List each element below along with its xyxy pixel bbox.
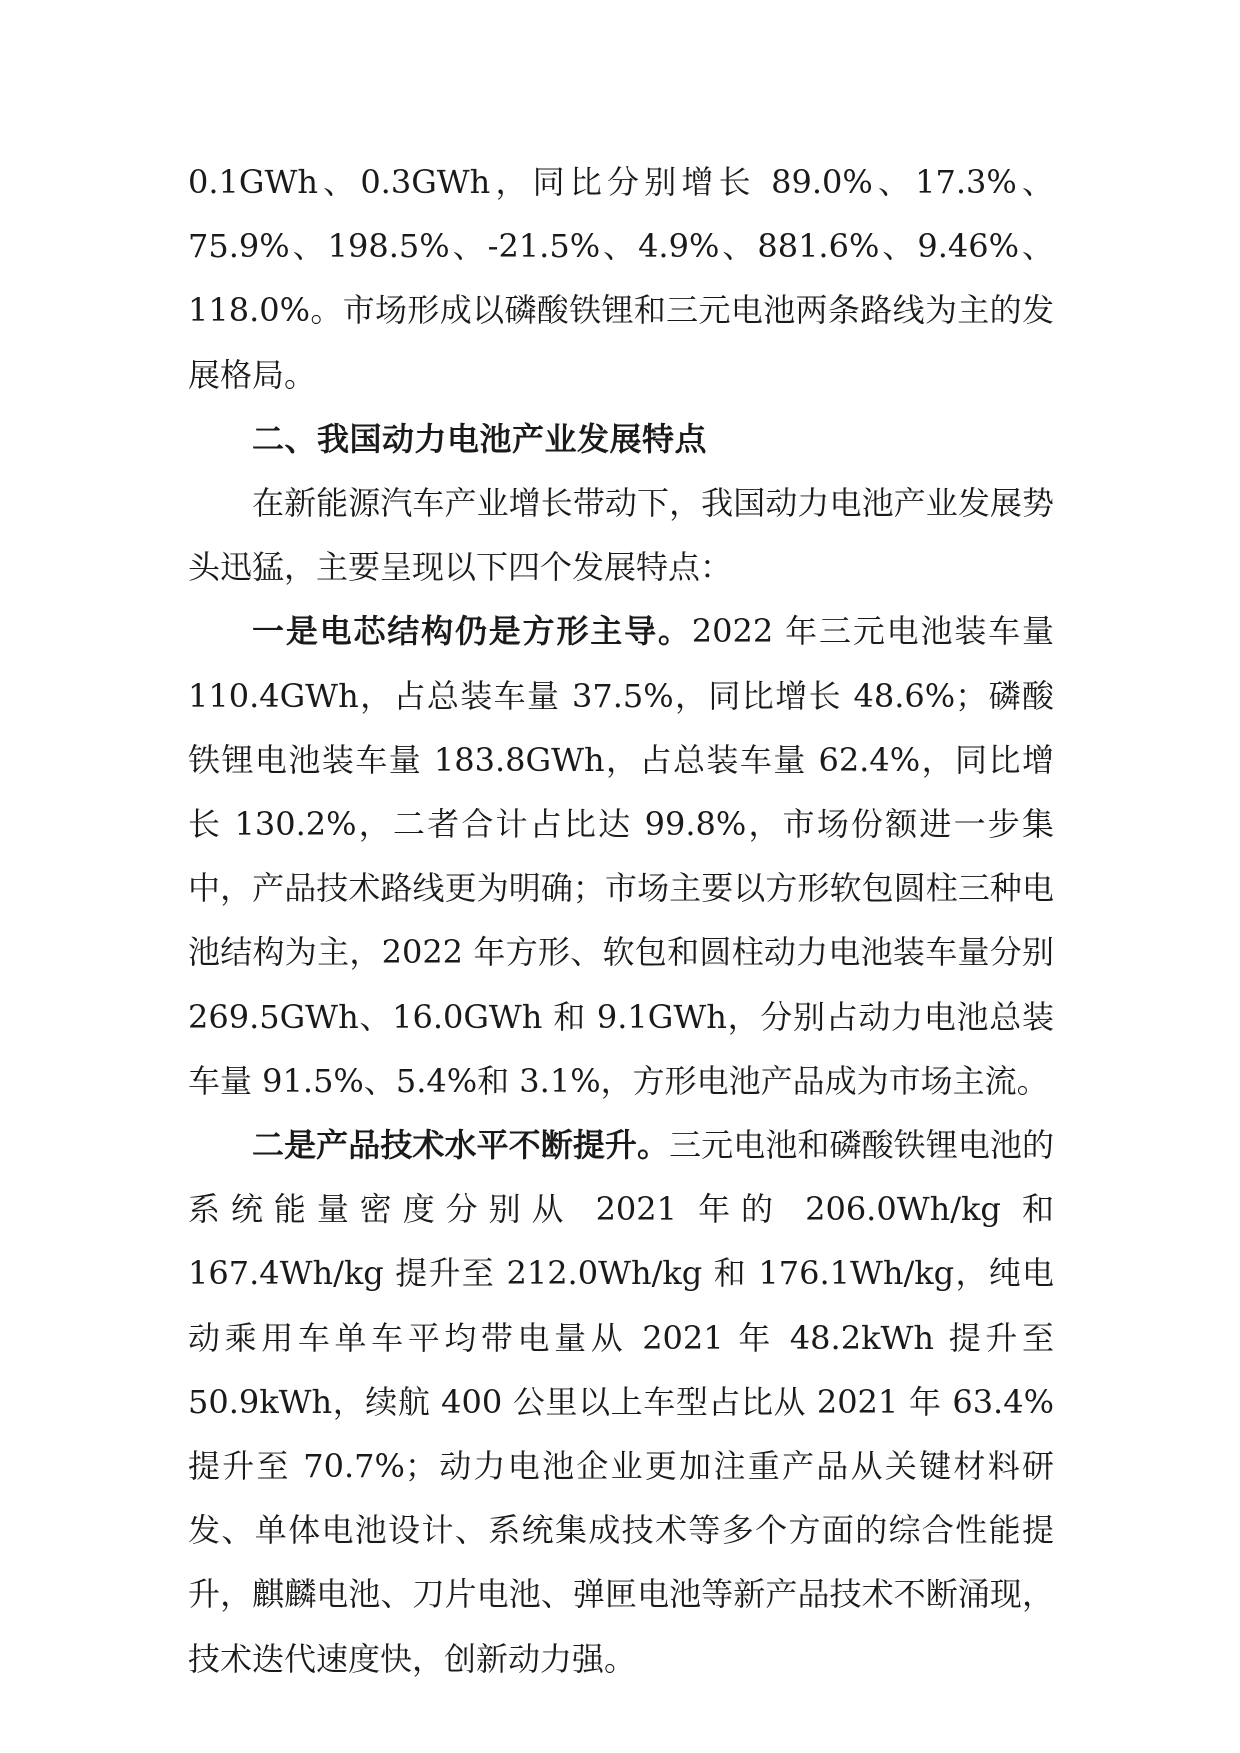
point-one-lead: 一是电芯结构仍是方形主导。 bbox=[252, 612, 692, 651]
point-two-lead: 二是产品技术水平不断提升。 bbox=[252, 1126, 670, 1165]
document-body bbox=[188, 150, 1054, 1691]
point-two-text: 三元电池和磷酸铁锂电池的系统能量密度分别从 2021 年的 206.0Wh/kg 和 167.4Wh/kg 提升至 212.0Wh/kg 和 176.1Wh/kg，纯电动乘用车单车平均带电量从 2021 年 48.2kWh 提升至 50.9kWh，续航 400 公里以上车型占比从 2021 年 63.4%提升至 70.7%；动力电池企业更加注重产品从关键材料研发、单体电池设计、系统集成技术等多个方面的综合性能提升，麒麟电池、刀片电池、弹匣电池等新产品技术不断涌现，技术迭代速度快，创新动力强。 bbox=[188, 1126, 1054, 1678]
continued-paragraph: 0.1GWh、0.3GWh，同比分别增长 89.0%、17.3%、75.9%、198.5%、-21.5%、4.9%、881.6%、9.46%、118.0%。市场形成以磷酸铁锂和三元电池两条路线为主的发展格局。 bbox=[188, 163, 1054, 394]
intro-paragraph: 在新能源汽车产业增长带动下，我国动力电池产业发展势头迅猛，主要呈现以下四个发展特点： bbox=[188, 484, 1054, 587]
section-heading: 二、我国动力电池产业发展特点 bbox=[252, 419, 708, 458]
point-one-text: 2022 年三元电池装车量 110.4GWh，占总装车量 37.5%，同比增长 48.6%；磷酸铁锂电池装车量 183.8GWh，占总装车量 62.4%，同比增长 130.2%，二者合计占比达 99.8%，市场份额进一步集中，产品技术路线更为明确；市场主要以方形软包圆柱三种电池结构为主，2022 年方形、软包和圆柱动力电池装车量分别 269.5GWh、16.0GWh 和 9.1GWh，分别占动力电池总装车量 91.5%、5.4%和 3.1%，方形电池产品成为市场主流。 bbox=[188, 612, 1054, 1100]
point-two-paragraph bbox=[188, 1113, 1054, 1691]
point-one-paragraph bbox=[188, 599, 1054, 1113]
